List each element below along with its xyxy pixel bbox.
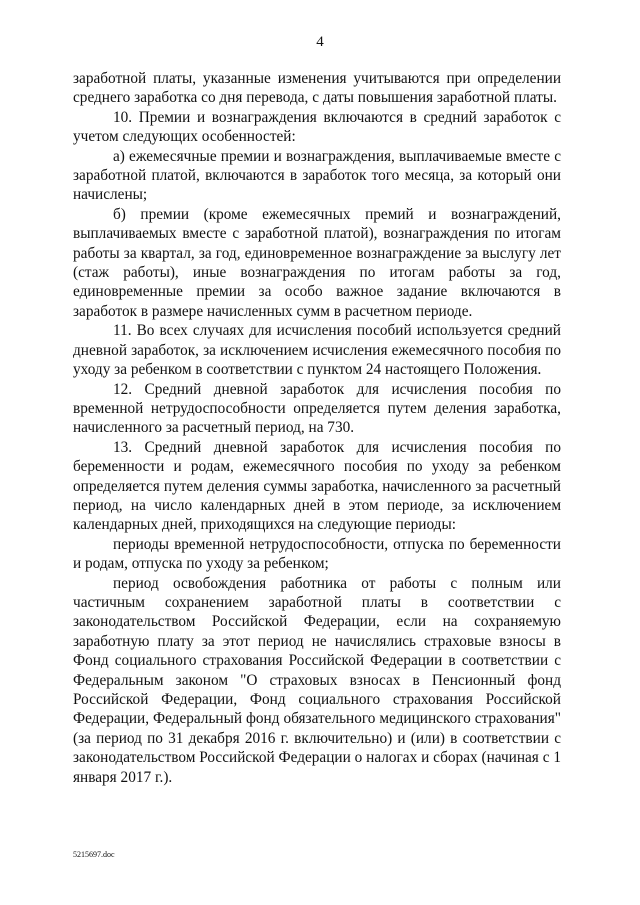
paragraph-continuation: заработной платы, указанные изменения учитываются при определении среднего заработка со дня перевода, с даты повышения заработной платы. <box>73 70 561 107</box>
paragraph-periods-release: период освобождения работника от работы с полным или частичным сохранением заработной платы в соответствии с законодательством Российской Федерации, если на сохраняемую заработную плату за этот период не начислялись страховые взносы в Фонд социального страхования Российской Федерации в соответствии с Федеральным законом "О страховых взносах в Пенсионный фонд Российской Федерации, Фонд социального страхования Российской Федерации, Федеральный фонд обязательного медицинского страхования" (за период по 31 декабря 2016 г. включительно) и (или) в соответствии с законодательством Российской Федерации о налогах и сборах (начиная с 1 января 2017 г.). <box>73 574 561 786</box>
paragraph-item-10: 10. Премии и вознаграждения включаются в средний заработок с учетом следующих особенностей: <box>73 108 561 146</box>
paragraph-subitem-b: б) премии (кроме ежемесячных премий и вознаграждений, выплачиваемых вместе с заработной платой), вознаграждения по итогам работы за квартал, за год, единовременное вознаграждение за выслугу лет (стаж работы), иные вознаграждения по итогам работы за год, единовременные премии за особо важное задание включаются в заработок в размере начисленных сумм в расчетном периоде. <box>73 205 561 320</box>
paragraph-periods-leave: периоды временной нетрудоспособности, отпуска по беременности и родам, отпуска по уходу за ребенком; <box>73 535 561 573</box>
paragraph-item-13: 13. Средний дневной заработок для исчисления пособия по беременности и родам, ежемесячного пособия по уходу за ребенком определяется путем деления суммы заработка, начисленного за расчетный период, на число календарных дней в этом периоде, за исключением календарных дней, приходящихся на следующие периоды: <box>73 438 561 534</box>
paragraph-subitem-a: а) ежемесячные премии и вознаграждения, выплачиваемые вместе с заработной платой, включаются в заработок того месяца, за который они начислены; <box>73 147 561 204</box>
paragraph-item-11: 11. Во всех случаях для исчисления пособий используется средний дневной заработок, за исключением исчисления ежемесячного пособия по уходу за ребенком в соответствии с пунктом 24 настоящего Положения. <box>73 322 561 379</box>
footer-filename: 5215697.doc <box>73 850 115 859</box>
document-body <box>73 69 561 787</box>
page-number: 4 <box>316 34 324 50</box>
paragraph-item-12: 12. Средний дневной заработок для исчисления пособия по временной нетрудоспособности определяется путем деления заработка, начисленного за расчетный период, на 730. <box>73 380 561 437</box>
